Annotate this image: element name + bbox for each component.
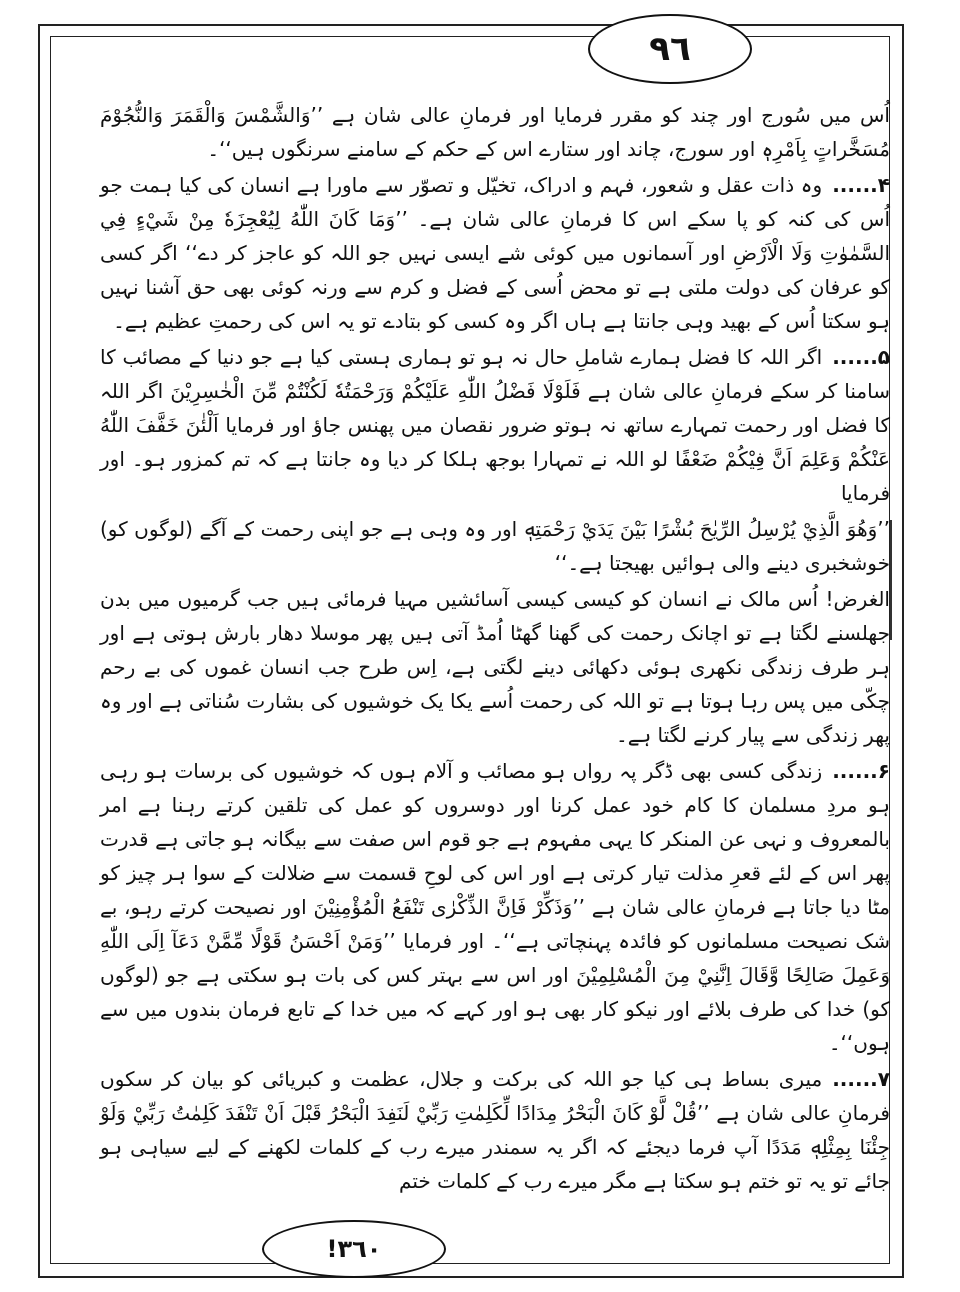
paragraph-2-number: ۴...... bbox=[832, 173, 890, 197]
margin-rule bbox=[890, 520, 892, 640]
paragraph-5: الغرض! اُس مالک نے انسان کو کیسی کیسی آسائشیں مہیا فرمائی ہیں جب گرمیوں میں بدن جھلسنے لگتا ہے تو اچانک رحمت کی گھنا گھٹا اُمڈ آتی ہیں پھر موسلا دھار بارش ہوتی ہے اور ہر طرف زندگی نکھری ہوئی دکھائی دینے لگتی ہے، اِس طرح جب انسان غموں کی بے رحم چکّی میں پس رہا ہوتا ہے تو اللہ کی رحمت اُسے یکا یک خوشیوں کی بشارت سُناتی ہے اور وہ پھر زندگی سے پیار کرنے لگتا ہے۔ bbox=[100, 587, 890, 747]
page-number-bottom-text: !٣٦٠ bbox=[326, 1235, 382, 1263]
paragraph-6-text: زندگی کسی بھی ڈگر پہ رواں ہو مصائب و آلام ہوں کہ خوشیوں کی برسات ہو رہی ہو مردِ مسلمان کا کام خود عمل کرنا اور دوسروں کو عمل کی تلقین کرتے رہنا ہے امر بالمعروف و نہی عن المنکر کا یہی مفہوم ہے جو قوم اس صفت سے بیگانہ ہو جاتی ہے قدرت پھر اس کے لئے قعرِ مذلت تیار کرتی ہے اور اس کی لوحِ قسمت سے ضلالت کے سوا ہر چیز کو مٹا دیا جاتا ہے فرمانِ عالی شان ہے ’’وَذَكِّرْ فَاِنَّ الذِّكْرٰى تَنْفَعُ الْمُؤْمِنِيْنَ اور نصیحت کرتے رہو، بے شک نصیحت مسلمانوں کو فائدہ پہنچاتی ہے‘‘۔ اور فرمایا ’’وَمَنْ اَحْسَنُ قَوْلًا مِّمَّنْ دَعَآ اِلَى اللّٰهِ وَعَمِلَ صَالِحًا وَّقَالَ اِنَّنِيْ مِنَ الْمُسْلِمِيْنَ اور اس سے بہتر کس کی بات ہو سکتی ہے جو (لوگوں کو) خدا کی طرف بلائے اور نیکو کار بھی ہو اور کہے کہ میں خدا کے تابع فرمان بندوں میں سے ہوں‘‘۔ bbox=[100, 759, 890, 1055]
paragraph-1: اُس میں سُورج اور چند کو مقرر فرمایا اور فرمانِ عالی شان ہے ’’وَالشَّمْسَ وَالْقَمَرَ وَالنُّجُوْمَ مُسَخَّراتٍ بِاَمْرِہٖ اور سورج، چاند اور ستارے اس کے حکم کے سامنے سرنگوں ہیں‘‘۔ bbox=[100, 103, 890, 161]
page-number-top-text: ٩٦ bbox=[649, 29, 691, 69]
paragraph-6 bbox=[100, 754, 890, 1060]
paragraph-2-text: وہ ذات عقل و شعور، فہم و ادراک، تخیّل و تصوّر سے ماورا ہے انسان کی کیا ہمت جو اُس کی کنہ کو پا سکے اس کا فرمانِ عالی شان ہے۔ ’’وَمَا كَانَ اللّٰهُ لِيُعْجِزَهٗ مِنْ شَيْءٍ فِي السَّمٰوٰتِ وَلَا الْاَرْضِ اور آسمانوں میں کوئی شے ایسی نہیں جو اللہ کو عاجز کر دے‘‘ اگر کسی کو عرفان کی دولت ملتی ہے تو محض اُسی کے فضل و کرم سے ورنہ کوئی بھی حق آشنا نہیں ہو سکتا اُس کے بھید وہی جانتا ہے ہاں اگر وہ کسی کو بتادے تو یہ اس کی رحمتِ عظیم ہے۔ bbox=[100, 173, 890, 333]
paragraph-4: ’’وَهُوَ الَّذِيْ يُرْسِلُ الرِّيٰحَ بُشْرًا بَيْنَ يَدَيْ رَحْمَتِهٖ اور وہ وہی ہے جو اپنی رحمت کے آگے (لوگوں کو) خوشخبری دینے والی ہوائیں بھیجتا ہے۔‘‘ bbox=[100, 517, 890, 575]
paragraph-3 bbox=[100, 340, 890, 510]
paragraph-6-number: ۶...... bbox=[832, 759, 890, 783]
page-number-top bbox=[588, 14, 752, 84]
paragraph-3-text: اگر اللہ کا فضل ہمارے شاملِ حال نہ ہو تو ہماری ہستی کیا ہے جو دنیا کے مصائب کا سامنا کر سکے فرمانِ عالی شان ہے فَلَوْلَا فَضْلُ اللّٰهِ عَلَيْكُمْ وَرَحْمَتُهٗ لَكُنْتُمْ مِّنَ الْخٰسِرِيْنَ اگر اللہ کا فضل اور رحمت تمہارے ساتھ نہ ہوتو ضرور نقصان میں پھنس جاؤ اور فرمایا اَلْئٰنَ خَفَّفَ اللّٰهُ عَنْكُمْ وَعَلِمَ اَنَّ فِيْكُمْ ضَعْفًا لو اللہ نے تمہارا بوجھ ہلکا کر دیا وہ جانتا ہے کہ تم کمزور ہو۔ اور فرمایا bbox=[100, 345, 890, 505]
paragraph-3-number: ۵...... bbox=[832, 345, 891, 369]
paragraph-7 bbox=[100, 1062, 890, 1198]
paragraph-7-number: ۷...... bbox=[832, 1067, 890, 1091]
paragraph-2 bbox=[100, 168, 890, 338]
page-number-bottom bbox=[262, 1220, 446, 1278]
paragraph-7-text: میری بساط ہی کیا جو اللہ کی برکت و جلال، عظمت و کبریائی کو بیان کر سکوں فرمانِ عالی شان ہے ’’قُلْ لَّوْ كَانَ الْبَحْرُ مِدَادًا لِّكَلِمٰتِ رَبِّيْ لَنَفِدَ الْبَحْرُ قَبْلَ اَنْ تَنْفَدَ كَلِمٰتُ رَبِّيْ وَلَوْ جِئْنَا بِمِثْلِهٖ مَدَدًا آپ فرما دیجئے کہ اگر یہ سمندر میرے رب کے کلمات لکھنے کے لیے سیاہی ہو جائے تو یہ تو ختم ہو سکتا ہے مگر میرے رب کے کلمات ختم bbox=[100, 1067, 890, 1193]
main-text bbox=[100, 98, 890, 1200]
